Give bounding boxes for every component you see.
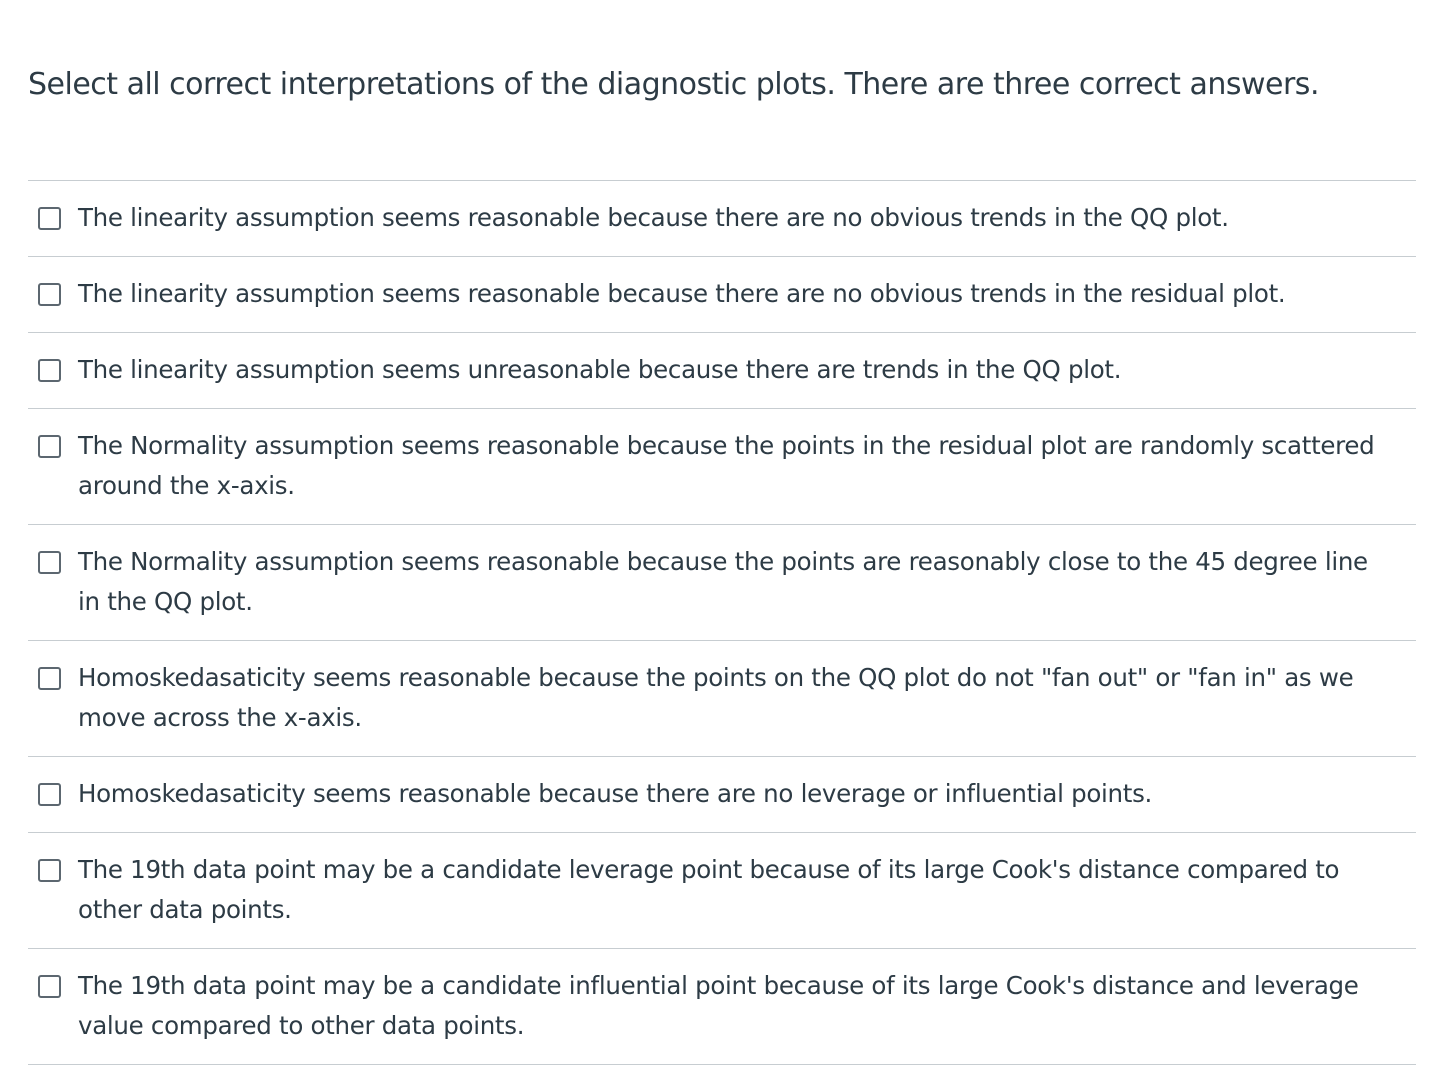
answer-label[interactable]: The linearity assumption seems unreasonable because there are trends in the QQ plot. [78, 355, 1122, 384]
answer-label[interactable]: The Normality assumption seems reasonable because the points in the residual plot are randomly scattered around the x-axis. [78, 431, 1375, 500]
answer-checkbox[interactable] [38, 207, 61, 230]
answer-label[interactable]: The Normality assumption seems reasonable because the points are reasonably close to the 45 degree line in the QQ plot. [78, 547, 1368, 616]
answer-checkbox[interactable] [38, 859, 61, 882]
answer-label[interactable]: Homoskedasaticity seems reasonable because there are no leverage or influential points. [78, 779, 1153, 808]
answer-option-1[interactable] [28, 181, 1416, 257]
answer-label[interactable]: The 19th data point may be a candidate leverage point because of its large Cook's distance compared to other data points. [78, 855, 1340, 924]
answer-checkbox[interactable] [38, 551, 61, 574]
answer-label[interactable]: The linearity assumption seems reasonable because there are no obvious trends in the residual plot. [78, 279, 1286, 308]
answer-option-7[interactable] [28, 757, 1416, 833]
answer-label[interactable]: The 19th data point may be a candidate influential point because of its large Cook's distance and leverage value compared to other data points. [78, 971, 1359, 1040]
answer-option-9[interactable] [28, 949, 1416, 1065]
answer-list [28, 180, 1416, 1065]
answer-checkbox[interactable] [38, 783, 61, 806]
answer-option-6[interactable] [28, 641, 1416, 757]
answer-checkbox[interactable] [38, 359, 61, 382]
answer-checkbox[interactable] [38, 667, 61, 690]
answer-checkbox[interactable] [38, 283, 61, 306]
answer-label[interactable]: The linearity assumption seems reasonable because there are no obvious trends in the QQ plot. [78, 203, 1229, 232]
answer-option-2[interactable] [28, 257, 1416, 333]
answer-option-8[interactable] [28, 833, 1416, 949]
answer-checkbox[interactable] [38, 975, 61, 998]
answer-option-3[interactable] [28, 333, 1416, 409]
answer-option-4[interactable] [28, 409, 1416, 525]
answer-option-5[interactable] [28, 525, 1416, 641]
answer-label[interactable]: Homoskedasaticity seems reasonable because the points on the QQ plot do not "fan out" or "fan in" as we move across the x-axis. [78, 663, 1354, 732]
answer-checkbox[interactable] [38, 435, 61, 458]
question-prompt: Select all correct interpretations of the diagnostic plots. There are three correct answers. [28, 67, 1319, 102]
